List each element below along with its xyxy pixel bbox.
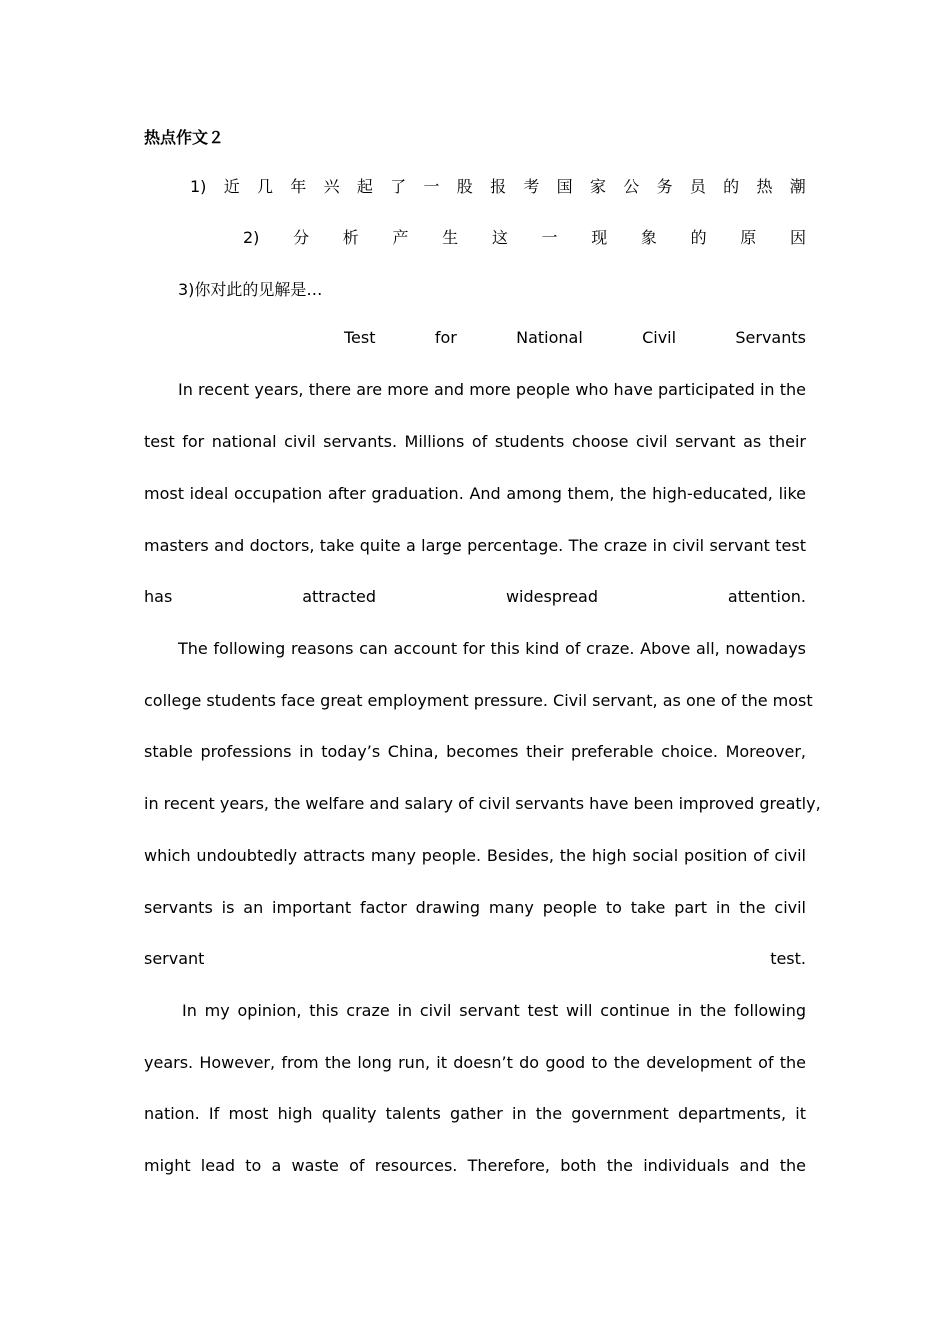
prompt-2-token-2: 析	[342, 228, 359, 247]
prompt-2-token-10: 原	[740, 228, 757, 247]
prompt-2-token-9: 的	[690, 228, 707, 247]
paragraph-1-line-5	[144, 585, 806, 609]
essay-title-word-1: for	[434, 328, 457, 347]
paragraph-3-line-3: nation. If most high quality talents gather in the government departments, it	[144, 1104, 806, 1123]
document-heading: 热点作文２	[144, 128, 225, 147]
prompt-1-token-7: 一	[423, 177, 440, 196]
paragraph-1-last-word-0: has	[144, 587, 173, 606]
prompt-1	[190, 175, 806, 199]
prompt-1-token-11: 国	[556, 177, 573, 196]
prompt-2-token-11: 因	[789, 228, 806, 247]
prompt-1-token-16: 的	[723, 177, 740, 196]
prompt-1-token-3: 年	[290, 177, 307, 196]
prompt-2-token-4: 生	[442, 228, 459, 247]
prompt-1-token-17: 热	[756, 177, 773, 196]
prompt-1-token-18: 潮	[789, 177, 806, 196]
paragraph-2-line-1: The following reasons can account for this kind of craze. Above all, nowadays	[178, 639, 806, 658]
prompt-1-token-4: 兴	[323, 177, 340, 196]
paragraph-2-line-6: servants is an important factor drawing many people to take part in the civil	[144, 898, 806, 917]
prompt-1-token-14: 务	[656, 177, 673, 196]
prompt-1-token-5: 起	[356, 177, 373, 196]
essay-title	[344, 326, 806, 350]
prompt-2-token-5: 这	[491, 228, 508, 247]
paragraph-2-line-4: in recent years, the welfare and salary of civil servants have been improved greatly,	[144, 794, 821, 813]
paragraph-2-line-3: stable professions in today’s China, becomes their preferable choice. Moreover,	[144, 742, 806, 761]
paragraph-3-line-1: In my opinion, this craze in civil servant test will continue in the following	[182, 1001, 806, 1020]
paragraph-1-last-word-2: widespread	[505, 587, 598, 606]
prompt-2-token-3: 产	[392, 228, 409, 247]
paragraph-2-line-2: college students face great employment pressure. Civil servant, as one of the most	[144, 691, 813, 710]
essay-title-word-2: National	[516, 328, 583, 347]
prompt-1-token-9: 报	[490, 177, 507, 196]
paragraph-2-last-word-1: test.	[770, 949, 806, 968]
prompt-1-token-13: 公	[623, 177, 640, 196]
prompt-1-token-0: 1)	[190, 177, 207, 196]
paragraph-1-last-word-3: attention.	[727, 587, 806, 606]
paragraph-1-line-2: test for national civil servants. Millions of students choose civil servant as their	[144, 432, 806, 451]
paragraph-1-line-4: masters and doctors, take quite a large percentage. The craze in civil servant test	[144, 536, 806, 555]
prompt-2	[243, 226, 806, 250]
paragraph-1-line-1: In recent years, there are more and more people who have participated in the	[178, 380, 806, 399]
essay-title-word-4: Servants	[735, 328, 806, 347]
prompt-1-token-8: 股	[456, 177, 473, 196]
prompt-1-token-12: 家	[589, 177, 606, 196]
prompt-2-token-8: 象	[640, 228, 657, 247]
prompt-1-token-10: 考	[523, 177, 540, 196]
paragraph-2-line-5: which undoubtedly attracts many people. Besides, the high social position of civil	[144, 846, 806, 865]
paragraph-3-line-4: might lead to a waste of resources. Therefore, both the individuals and the	[144, 1156, 806, 1175]
paragraph-3-line-2: years. However, from the long run, it doesn’t do good to the development of the	[144, 1053, 806, 1072]
paragraph-2-last-word-0: servant	[144, 949, 205, 968]
paragraph-1-line-3: most ideal occupation after graduation. And among them, the high-educated, like	[144, 484, 806, 503]
prompt-1-token-6: 了	[390, 177, 407, 196]
prompt-3: 3)你对此的见解是…	[178, 280, 323, 299]
essay-title-word-0: Test	[344, 328, 376, 347]
prompt-1-token-2: 几	[257, 177, 274, 196]
prompt-1-token-1: 近	[223, 177, 240, 196]
essay-title-word-3: Civil	[642, 328, 677, 347]
paragraph-1-last-word-1: attracted	[302, 587, 377, 606]
paragraph-2-line-7	[144, 947, 806, 971]
prompt-2-token-0: 2)	[243, 228, 260, 247]
prompt-2-token-7: 现	[591, 228, 608, 247]
prompt-2-token-1: 分	[293, 228, 310, 247]
prompt-2-token-6: 一	[541, 228, 558, 247]
prompt-1-token-15: 员	[689, 177, 706, 196]
